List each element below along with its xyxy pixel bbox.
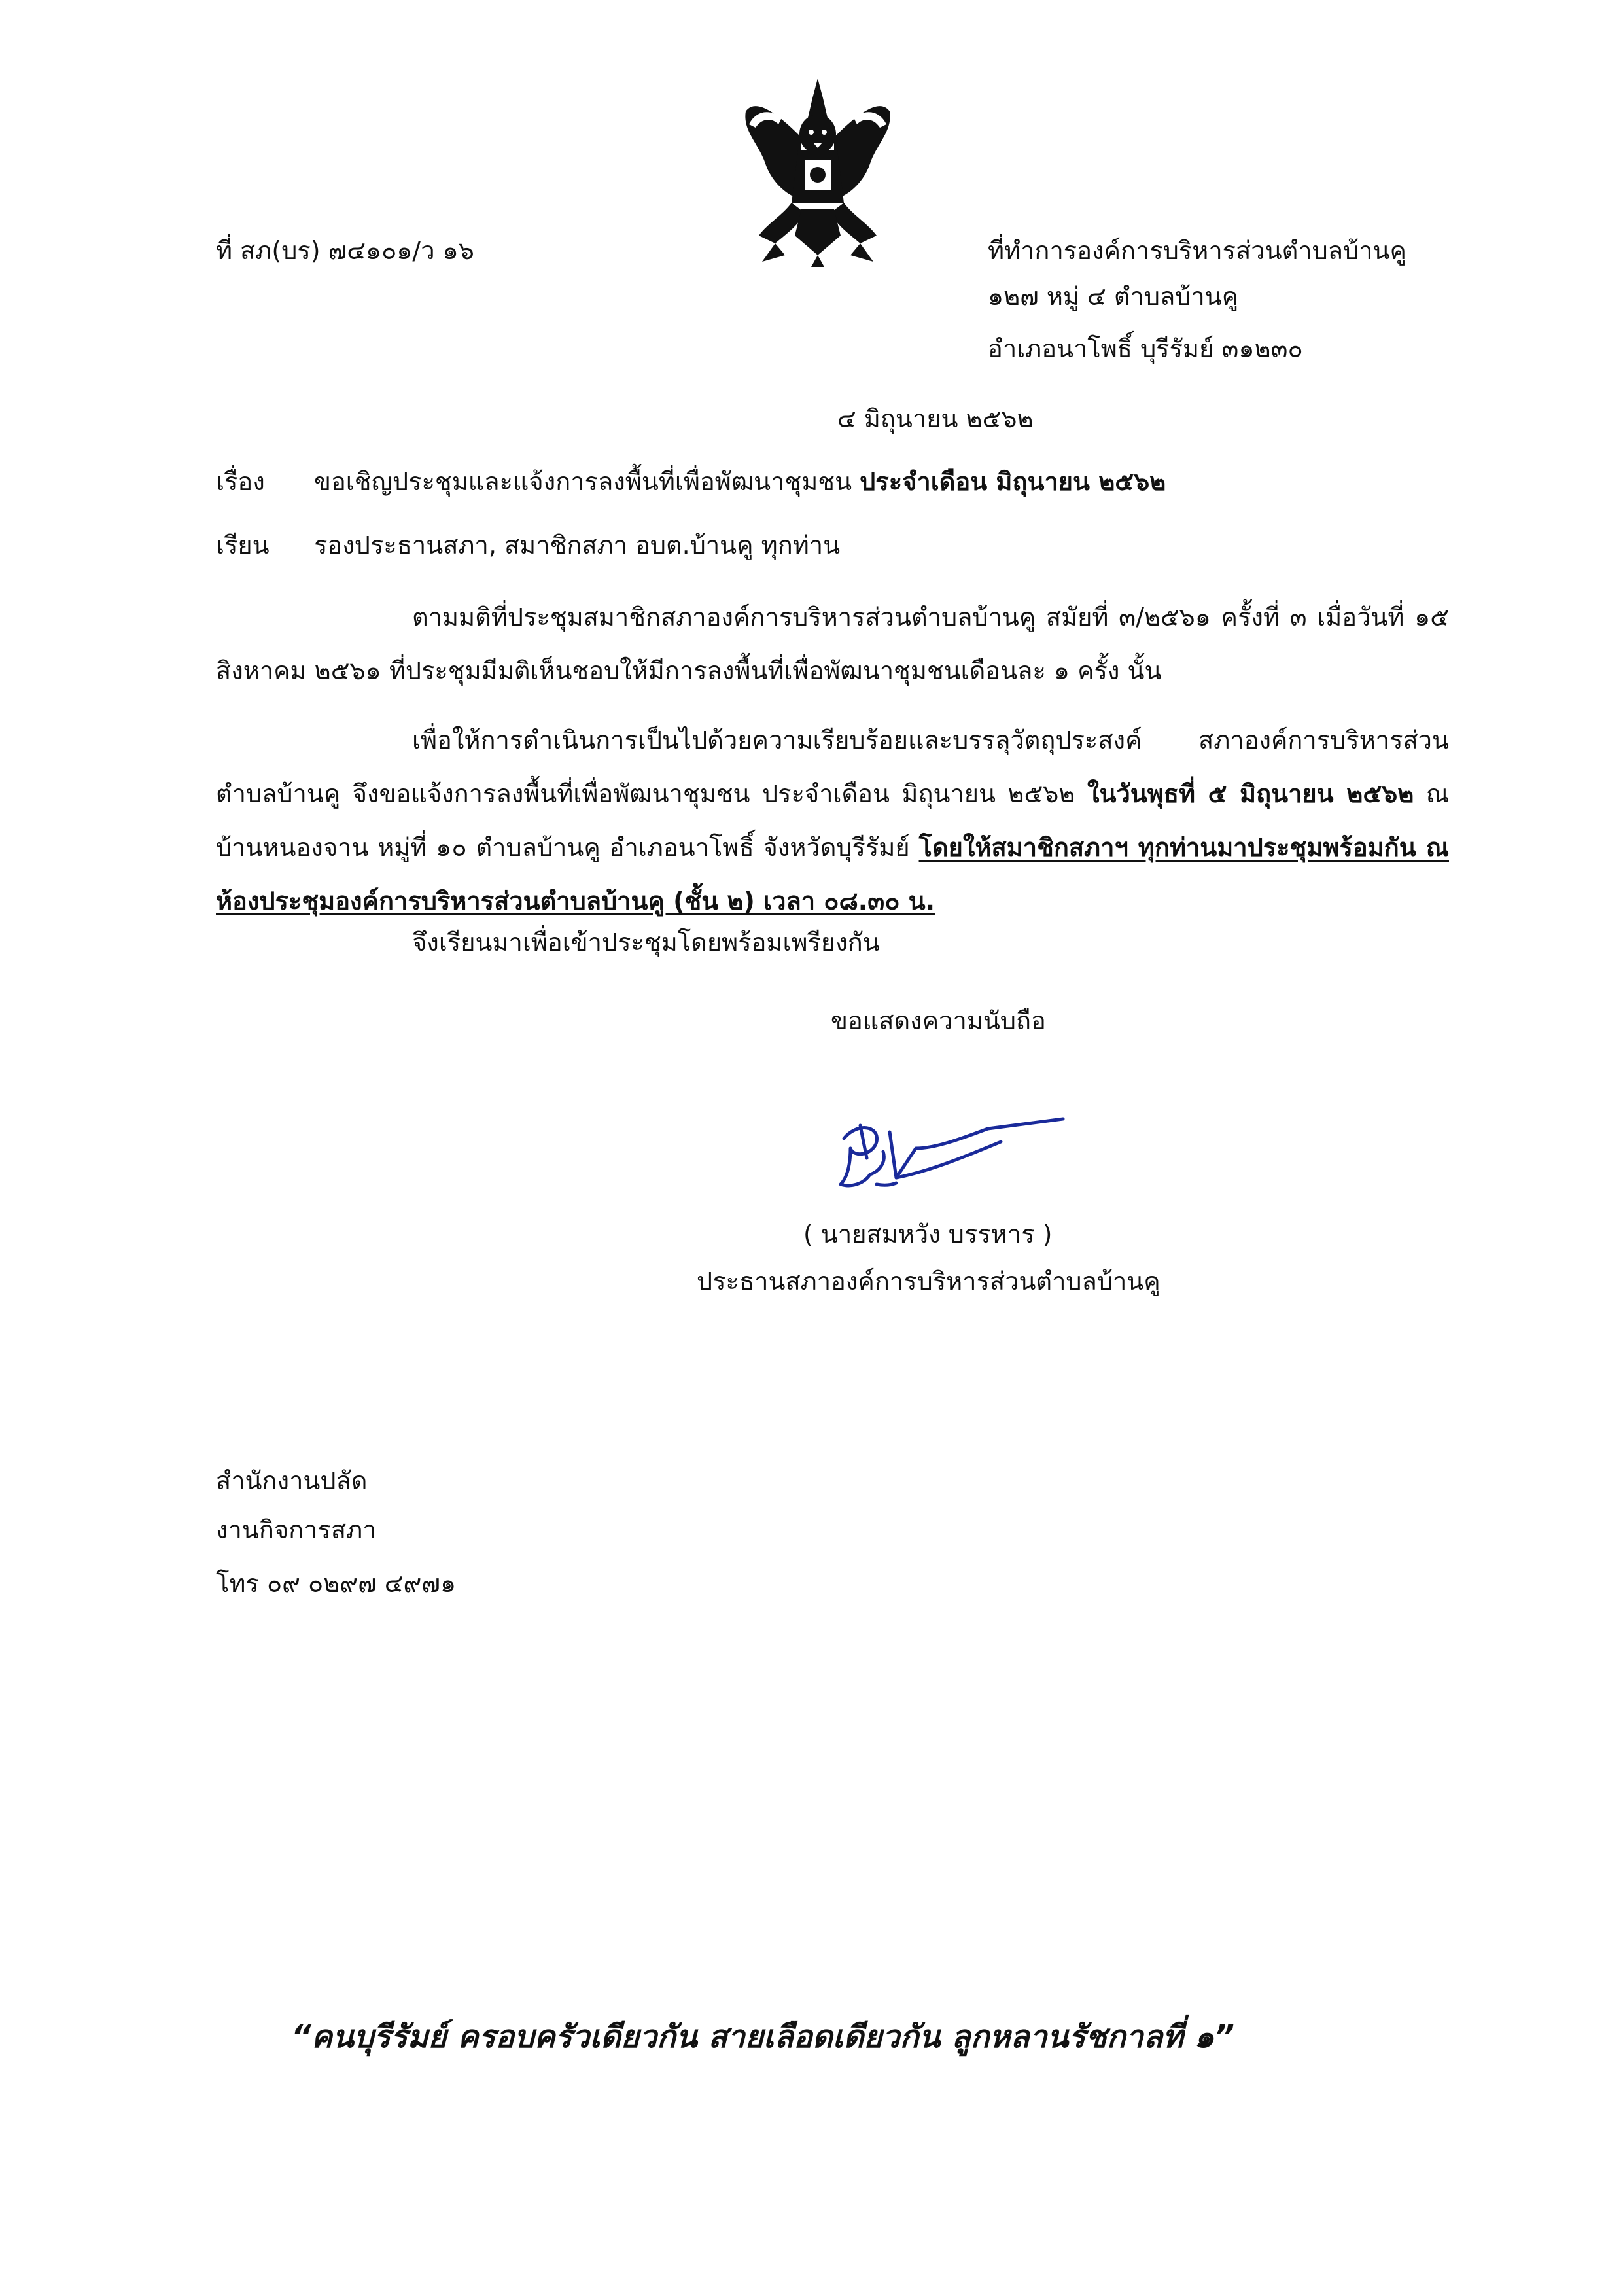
body-paragraph-2-text: เพื่อให้การดำเนินการเป็นไปด้วยความเรียบร้อยและบรรลุวัตถุประสงค์ สภาองค์การบริหารส่วนตำบลบ้านคู จึงขอแจ้งการลงพื้นที่เพื่อพัฒนาชุมชน ประจำเดือน มิถุนายน ๒๕๖๒ xyxy=(216,726,1449,808)
footer-motto: “คนบุรีรัมย์ ครอบครัวเดียวกัน สายเลือดเดียวกัน ลูกหลานรัชกาลที่ ๑” xyxy=(291,2019,1234,2055)
subject-label: เรื่อง xyxy=(216,467,265,496)
meeting-location: ณ บ้านหนองจาน หมู่ที่ ๑๐ ตำบลบ้านคู อำเภอนาโพธิ์ จังหวัดบุรีรัมย์ xyxy=(216,779,1449,862)
subject-text-bold: ประจำเดือน มิถุนายน ๒๕๖๒ xyxy=(860,467,1166,496)
letter-date: ๔ มิถุนายน ๒๕๖๒ xyxy=(837,404,1034,433)
salutation-label: เรียน xyxy=(216,531,270,559)
salutation-recipients: รองประธานสภา, สมาชิกสภา อบต.บ้านคู ทุกท่าน xyxy=(314,531,841,559)
meeting-date: ในวันพุธที่ ๕ มิถุนายน ๒๕๖๒ xyxy=(1087,779,1414,808)
body-paragraph-1-text: ตามมติที่ประชุมสมาชิกสภาองค์การบริหารส่วนตำบลบ้านคู สมัยที่ ๓/๒๕๖๑ ครั้งที่ ๓ เมื่อวันที่ ๑๕ สิงหาคม ๒๕๖๑ ที่ประชุมมีมติเห็นชอบให้มีการลงพื้นที่เพื่อพัฒนาชุมชนเดือนละ ๑ ครั้ง นั้น xyxy=(216,603,1449,685)
body-paragraph-1 xyxy=(216,590,1449,698)
address-line-3: อำเภอนาโพธิ์ บุรีรัมย์ ๓๑๒๓๐ xyxy=(988,334,1303,363)
footer-phone: โทร ๐๙ ๐๒๙๗ ๔๙๗๑ xyxy=(216,1569,457,1598)
body-paragraph-3: จึงเรียนมาเพื่อเข้าประชุมโดยพร้อมเพรียงกัน xyxy=(412,928,880,957)
footer-section: งานกิจการสภา xyxy=(216,1515,377,1544)
address-line-2: ๑๒๗ หมู่ ๔ ตำบลบ้านคู xyxy=(988,282,1239,311)
body-paragraph-2 xyxy=(216,713,1449,928)
signer-title: ประธานสภาองค์การบริหารส่วนตำบลบ้านคู xyxy=(697,1267,1161,1296)
subject-line xyxy=(314,463,1166,500)
footer-office: สำนักงานปลัด xyxy=(216,1466,368,1495)
signer-name: ( นายสมหวัง บรรหาร ) xyxy=(803,1220,1053,1248)
signature-image xyxy=(831,1112,1073,1210)
reference-number: ที่ สภ(บร) ๗๔๑๐๑/ว ๑๖ xyxy=(216,236,474,265)
closing-regards: ขอแสดงความนับถือ xyxy=(831,1006,1046,1035)
garuda-emblem-icon xyxy=(736,72,899,268)
meeting-instruction: โดยให้สมาชิกสภาฯ ทุกท่านมาประชุมพร้อมกัน ณ ห้องประชุมองค์การบริหารส่วนตำบลบ้านคู (ชั้น ๒) เวลา ๐๘.๓๐ น. xyxy=(216,833,1449,915)
subject-text: ขอเชิญประชุมและแจ้งการลงพื้นที่เพื่อพัฒนาชุมชน xyxy=(314,467,852,496)
address-line-1: ที่ทำการองค์การบริหารส่วนตำบลบ้านคู xyxy=(988,236,1406,265)
